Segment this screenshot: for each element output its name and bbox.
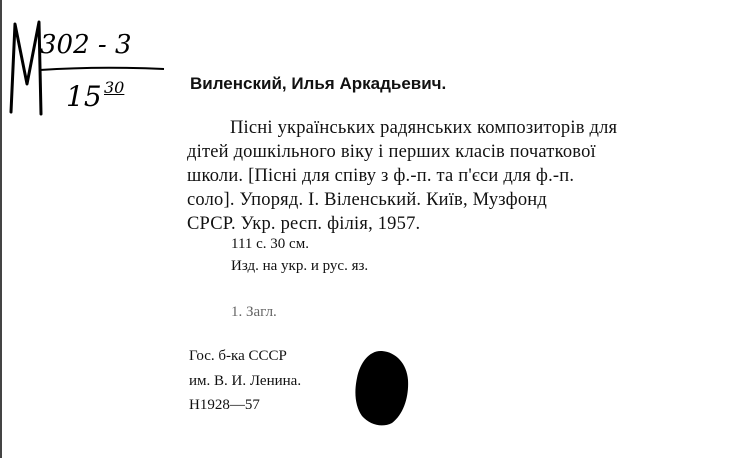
collation: 111 с. 30 см.	[231, 236, 309, 252]
description-line-2: дітей дошкільного віку і перших класів початкової	[187, 142, 596, 162]
library-stamp-line-1: Гос. б-ка СССР	[189, 348, 287, 364]
description-line-1: Пісні українських радянських композиторів для	[230, 118, 618, 138]
description-line-3: школи. [Пісні для співу з ф.-п. та п'єси для ф.-п.	[187, 166, 575, 186]
library-stamp-line-2: им. В. И. Ленина.	[189, 373, 302, 389]
description-line-4: соло]. Упоряд. І. Віленський. Київ, Музфонд	[187, 190, 548, 210]
language-note: Изд. на укр. и рус. яз.	[231, 258, 369, 274]
shelf-mark-top: 302 - 3	[40, 30, 132, 60]
tracing: 1. Загл.	[231, 304, 277, 320]
description-line-5: СРСР. Укр. респ. філія, 1957.	[187, 214, 421, 234]
shelf-mark-bottom-main: 15	[66, 80, 102, 113]
left-edge-line	[0, 0, 2, 458]
shelf-mark-bottom-sup: 30	[104, 78, 125, 97]
shelf-mark-underline	[38, 62, 168, 76]
library-stamp-line-3: Н1928—57	[189, 397, 260, 413]
ink-blot	[352, 348, 412, 428]
author-heading: Виленский, Илья Аркадьевич.	[190, 74, 447, 93]
